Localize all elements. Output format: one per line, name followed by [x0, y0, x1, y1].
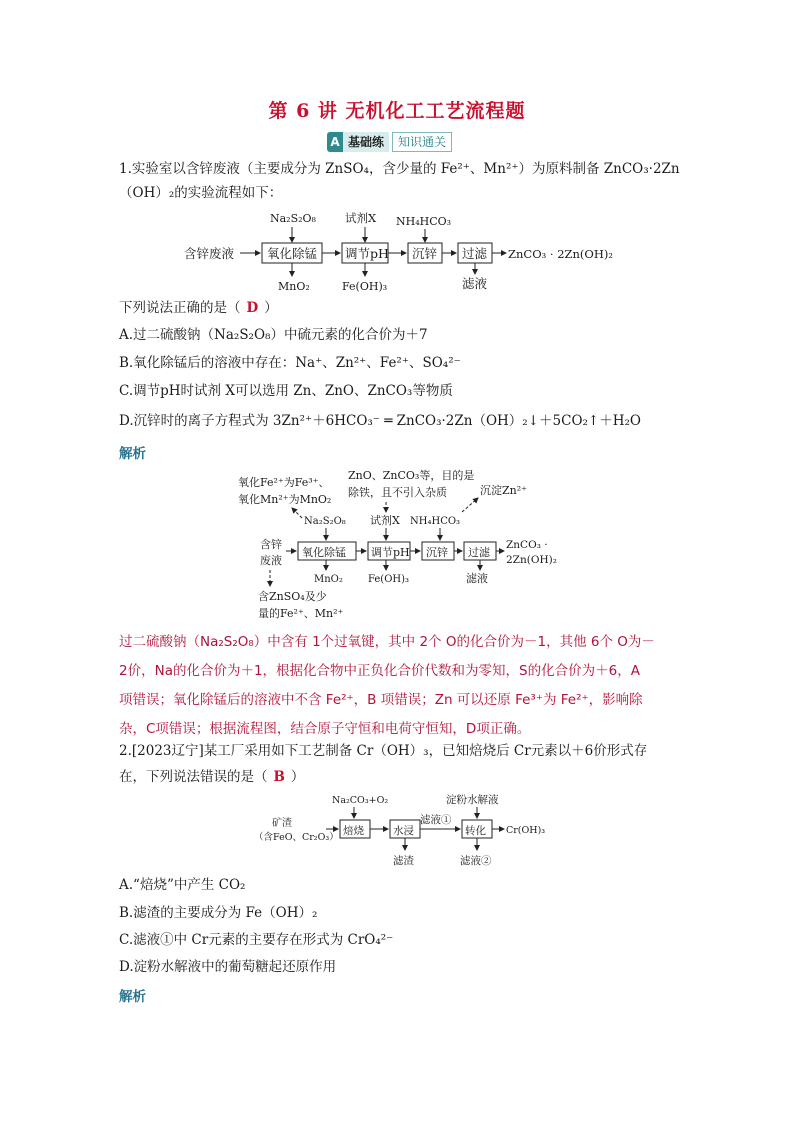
- q1-analysis-label: 解析: [119, 446, 146, 462]
- q2-option-a: A.“焙烧”中产生 CO₂: [119, 877, 246, 893]
- q1-reagent2: 试剂X: [345, 211, 377, 225]
- q1-answer: D: [246, 300, 259, 316]
- q1-option-b: B.氧化除锰后的溶液中存在：Na⁺、Zn²⁺、Fe²⁺、SO₄²⁻: [119, 355, 461, 371]
- q1-note-ph1: ZnO、ZnCO₃等，目的是: [348, 469, 475, 482]
- q2-feed1: 矿渣: [272, 818, 292, 829]
- q1-analysis-diagram: [234, 462, 574, 628]
- q1-explanation-line: 项错误；氧化除锰后的溶液中不含 Fe²⁺，B 项错误；Zn 可以还原 Fe³⁺为 Fe²⁺，影响除: [119, 692, 643, 708]
- badge-letter: A: [327, 132, 343, 152]
- q2-option-c: C.滤液①中 Cr元素的主要存在形式为 CrO₄²⁻: [119, 932, 394, 948]
- q1-reagent1: Na₂S₂O₈: [270, 212, 316, 225]
- q1-reagent2b: 试剂X: [370, 514, 400, 527]
- section-badge: [327, 132, 452, 152]
- q1-feed-note2: 量的Fe²⁺、Mn²⁺: [258, 607, 344, 620]
- q1-step4: 过滤: [462, 246, 488, 261]
- q1-product: ZnCO₃ · 2Zn(OH)₂: [508, 247, 613, 261]
- q1-reagent3b: NH₄HCO₃: [410, 516, 461, 527]
- q1-diagram-product1: ZnCO₃ ·: [506, 539, 548, 551]
- badge-tag: 知识通关: [392, 132, 452, 152]
- q1-diagram-out4: 滤液: [466, 572, 488, 585]
- q2-feed2: （含FeO、Cr₂O₃）: [254, 832, 339, 843]
- q1-out2: Fe(OH)₃: [342, 280, 388, 293]
- q1-diagram-step4: 过滤: [468, 546, 490, 559]
- q1-diagram-step2: 调节pH: [371, 546, 410, 559]
- q1-prompt: 下列说法正确的是（ D ）: [119, 300, 278, 316]
- q1-option-d: D.沉锌时的离子方程式为 3Zn²⁺＋6HCO₃⁻ ═ ZnCO₃·2Zn（OH）₂↓＋5CO₂↑＋H₂O: [119, 413, 641, 429]
- q1-stem-line1: 1.实验室以含锌废液（主要成分为 ZnSO₄，含少量的 Fe²⁺、Mn²⁺）为原料制备 ZnCO₃·2Zn: [119, 161, 680, 177]
- q2-step1: 焙烧: [343, 825, 364, 837]
- q1-feed: 含锌废液: [184, 246, 235, 261]
- q2-stem-line1: 2.[2023辽宁]某工厂采用如下工艺制备 Cr（OH）₃，已知焙烧后 Cr元素以＋6价形式存: [119, 743, 648, 759]
- q2-out3: 滤液②: [460, 855, 492, 867]
- q1-note-ox1: 氧化Fe²⁺为Fe³⁺、: [238, 476, 330, 489]
- q1-diagram-feed1: 含锌: [260, 538, 282, 551]
- q1-explanation-line: 2价，Na的化合价为＋1，根据化合物中正负化合价代数和为零知，S的化合价为＋6，A: [119, 663, 640, 679]
- q2-out2: 滤渣: [393, 855, 414, 867]
- q1-option-a: A.过二硫酸钠（Na₂S₂O₈）中硫元素的化合价为＋7: [119, 327, 428, 343]
- q1-step3: 沉锌: [412, 246, 438, 261]
- q1-stem-line2: （OH）₂的实验流程如下：: [119, 185, 283, 201]
- q2-flowchart: [250, 790, 560, 870]
- lecture-title: 第 6 讲 无机化工工艺流程题: [268, 100, 526, 122]
- q1-note-ox2: 氧化Mn²⁺为MnO₂: [238, 493, 332, 506]
- q1-step1: 氧化除锰: [267, 246, 318, 261]
- q2-analysis-label: 解析: [119, 989, 146, 1005]
- q1-step2: 调节pH: [345, 246, 389, 261]
- q1-option-c: C.调节pH时试剂 X可以选用 Zn、ZnO、ZnCO₃等物质: [119, 383, 453, 399]
- q1-note-zn: 沉淀Zn²⁺: [480, 484, 527, 497]
- q2-reagent3: 淀粉水解液: [446, 794, 499, 806]
- q1-out1: MnO₂: [278, 280, 310, 293]
- q1-out4: 滤液: [462, 276, 488, 291]
- q2-step2: 水浸: [393, 825, 414, 837]
- q2-stem-line2: 在，下列说法错误的是（ B ）: [119, 769, 305, 785]
- q1-feed-note1: 含ZnSO₄及少: [258, 590, 327, 603]
- q2-step3: 转化: [465, 825, 486, 837]
- q2-option-d: D.淀粉水解液中的葡萄糖起还原作用: [119, 959, 337, 975]
- q1-explanation-line: 杂，C项错误；根据流程图，结合原子守恒和电荷守恒知，D项正确。: [119, 721, 531, 737]
- q2-answer: B: [273, 769, 285, 785]
- q1-note-ph2: 除铁，且不引入杂质: [348, 486, 447, 499]
- q1-explanation: [119, 628, 679, 744]
- q1-reagent1b: Na₂S₂O₈: [304, 516, 346, 527]
- q1-diagram-out2: Fe(OH)₃: [368, 574, 410, 585]
- q2-option-b: B.滤渣的主要成分为 Fe（OH）₂: [119, 905, 318, 921]
- q1-explanation-line: 过二硫酸钠（Na₂S₂O₈）中含有 1个过氧键，其中 2个 O的化合价为－1，其他 6个 O为－: [119, 634, 655, 650]
- badge-level: 基础练: [343, 132, 389, 152]
- q2-product: Cr(OH)₃: [506, 825, 546, 836]
- q2-reagent1: Na₂CO₃+O₂: [332, 795, 389, 806]
- q1-flowchart: [178, 208, 618, 298]
- q1-diagram-out1: MnO₂: [314, 574, 343, 585]
- q1-reagent3: NH₄HCO₃: [396, 215, 452, 228]
- q1-diagram-product2: 2Zn(OH)₂: [506, 554, 557, 566]
- q1-diagram-step1: 氧化除锰: [302, 546, 346, 559]
- q2-mid: 滤液①: [420, 814, 452, 826]
- q1-diagram-feed2: 废液: [260, 554, 282, 567]
- q1-diagram-step3: 沉锌: [426, 546, 448, 559]
